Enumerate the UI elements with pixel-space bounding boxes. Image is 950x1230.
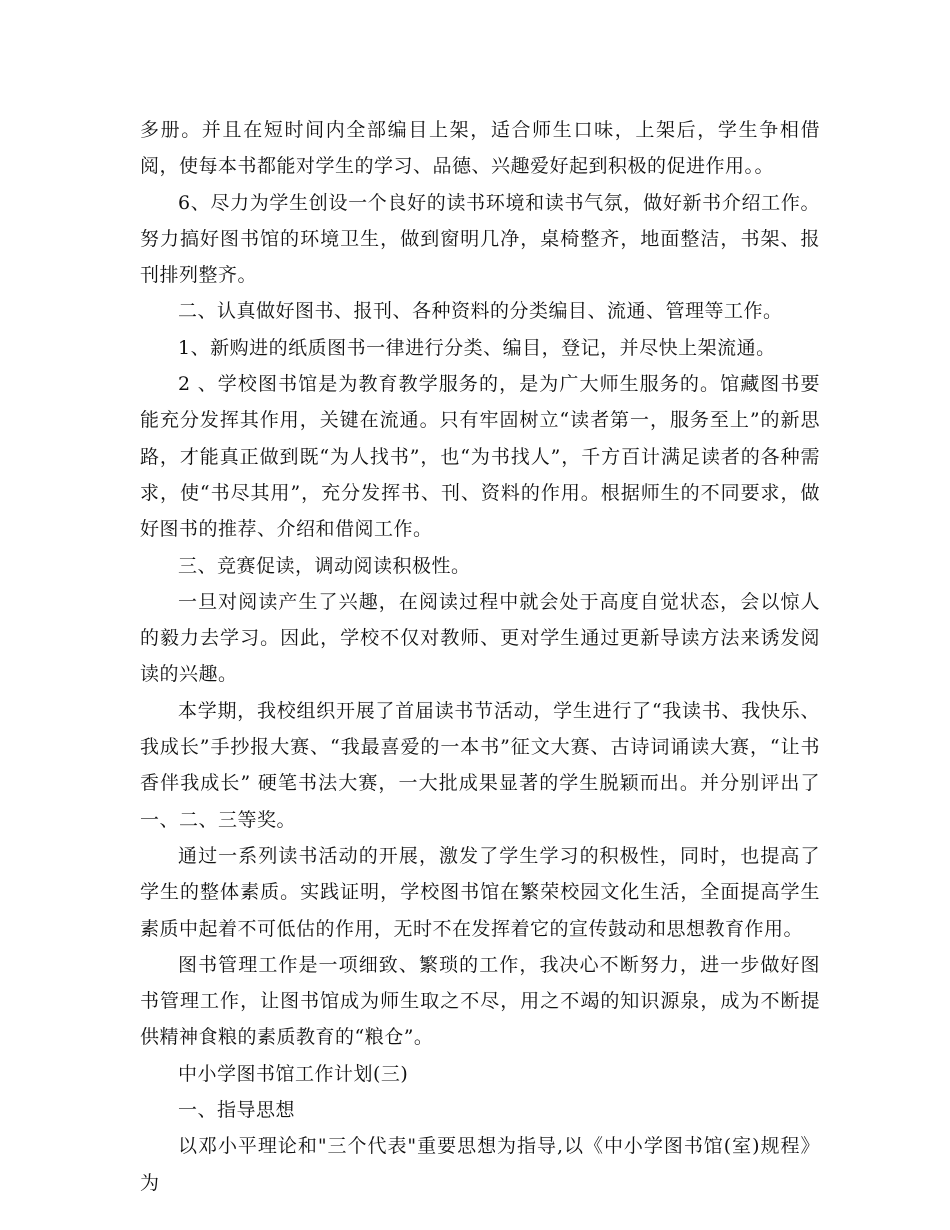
document-page [140,112,820,1201]
paragraph-item-2: 2 、学校图书馆是为教育教学服务的，是为广大师生服务的。馆藏图书要能充分发挥其作用，关键在流通。只有牢固树立“读者第一，服务至上”的新思路，才能真正做到既“为人找书”，也“为书找人”，千方百计满足读者的各种需求，使“书尽其用”，充分发挥书、刊、资料的作用。根据师生的不同要求，做好图书的推荐、介绍和借阅工作。 [140,373,820,541]
paragraph-guiding-ideology: 以邓小平理论和"三个代表"重要思想为指导,以《中小学图书馆(室)规程》为 [140,1135,820,1194]
paragraph-activity-results: 通过一系列读书活动的开展，激发了学生学习的积极性，同时，也提高了学生的整体素质。实践证明，学校图书馆在繁荣校园文化生活，全面提高学生素质中起着不可低估的作用，无时不在发挥着它的宣传鼓动和思想教育作用。 [140,844,820,940]
paragraph-conclusion: 图书管理工作是一项细致、繁琐的工作，我决心不断努力，进一步做好图书管理工作，让图书馆成为师生取之不尽，用之不竭的知识源泉，成为不断提供精神食粮的素质教育的“粮仓”。 [140,953,820,1049]
paragraph-continuation: 多册。并且在短时间内全部编目上架，适合师生口味，上架后，学生争相借阅，使每本书都能对学生的学习、品德、兴趣爱好起到积极的促进作用。。 [140,119,820,178]
section-heading-guiding-ideology: 一、指导思想 [178,1099,296,1122]
paragraph-reading-interest: 一旦对阅读产生了兴趣，在阅读过程中就会处于高度自觉状态，会以惊人的毅力去学习。因此，学校不仅对教师、更对学生通过更新导读方法来诱发阅读的兴趣。 [140,590,820,686]
section-heading-2: 二、认真做好图书、报刊、各种资料的分类编目、流通、管理等工作。 [178,300,783,323]
document-subtitle: 中小学图书馆工作计划(三) [178,1062,409,1085]
paragraph-reading-festival: 本学期，我校组织开展了首届读书节活动，学生进行了“我读书、我快乐、我成长”手抄报大赛、“我最喜爱的一本书”征文大赛、古诗词诵读大赛，“让书香伴我成长” 硬笔书法大赛，一大批成果显著的学生脱颖而出。并分别评出了一、二、三等奖。 [140,699,820,831]
paragraph-item-1: 1、新购进的纸质图书一律进行分类、编目，登记，并尽快上架流通。 [178,336,776,359]
section-heading-3: 三、竞赛促读，调动阅读积极性。 [178,554,471,577]
paragraph-item-6: 6、尽力为学生创设一个良好的读书环境和读书气氛，做好新书介绍工作。努力搞好图书馆的环境卫生，做到窗明几净，桌椅整齐，地面整洁，书架、报刊排列整齐。 [140,191,820,287]
